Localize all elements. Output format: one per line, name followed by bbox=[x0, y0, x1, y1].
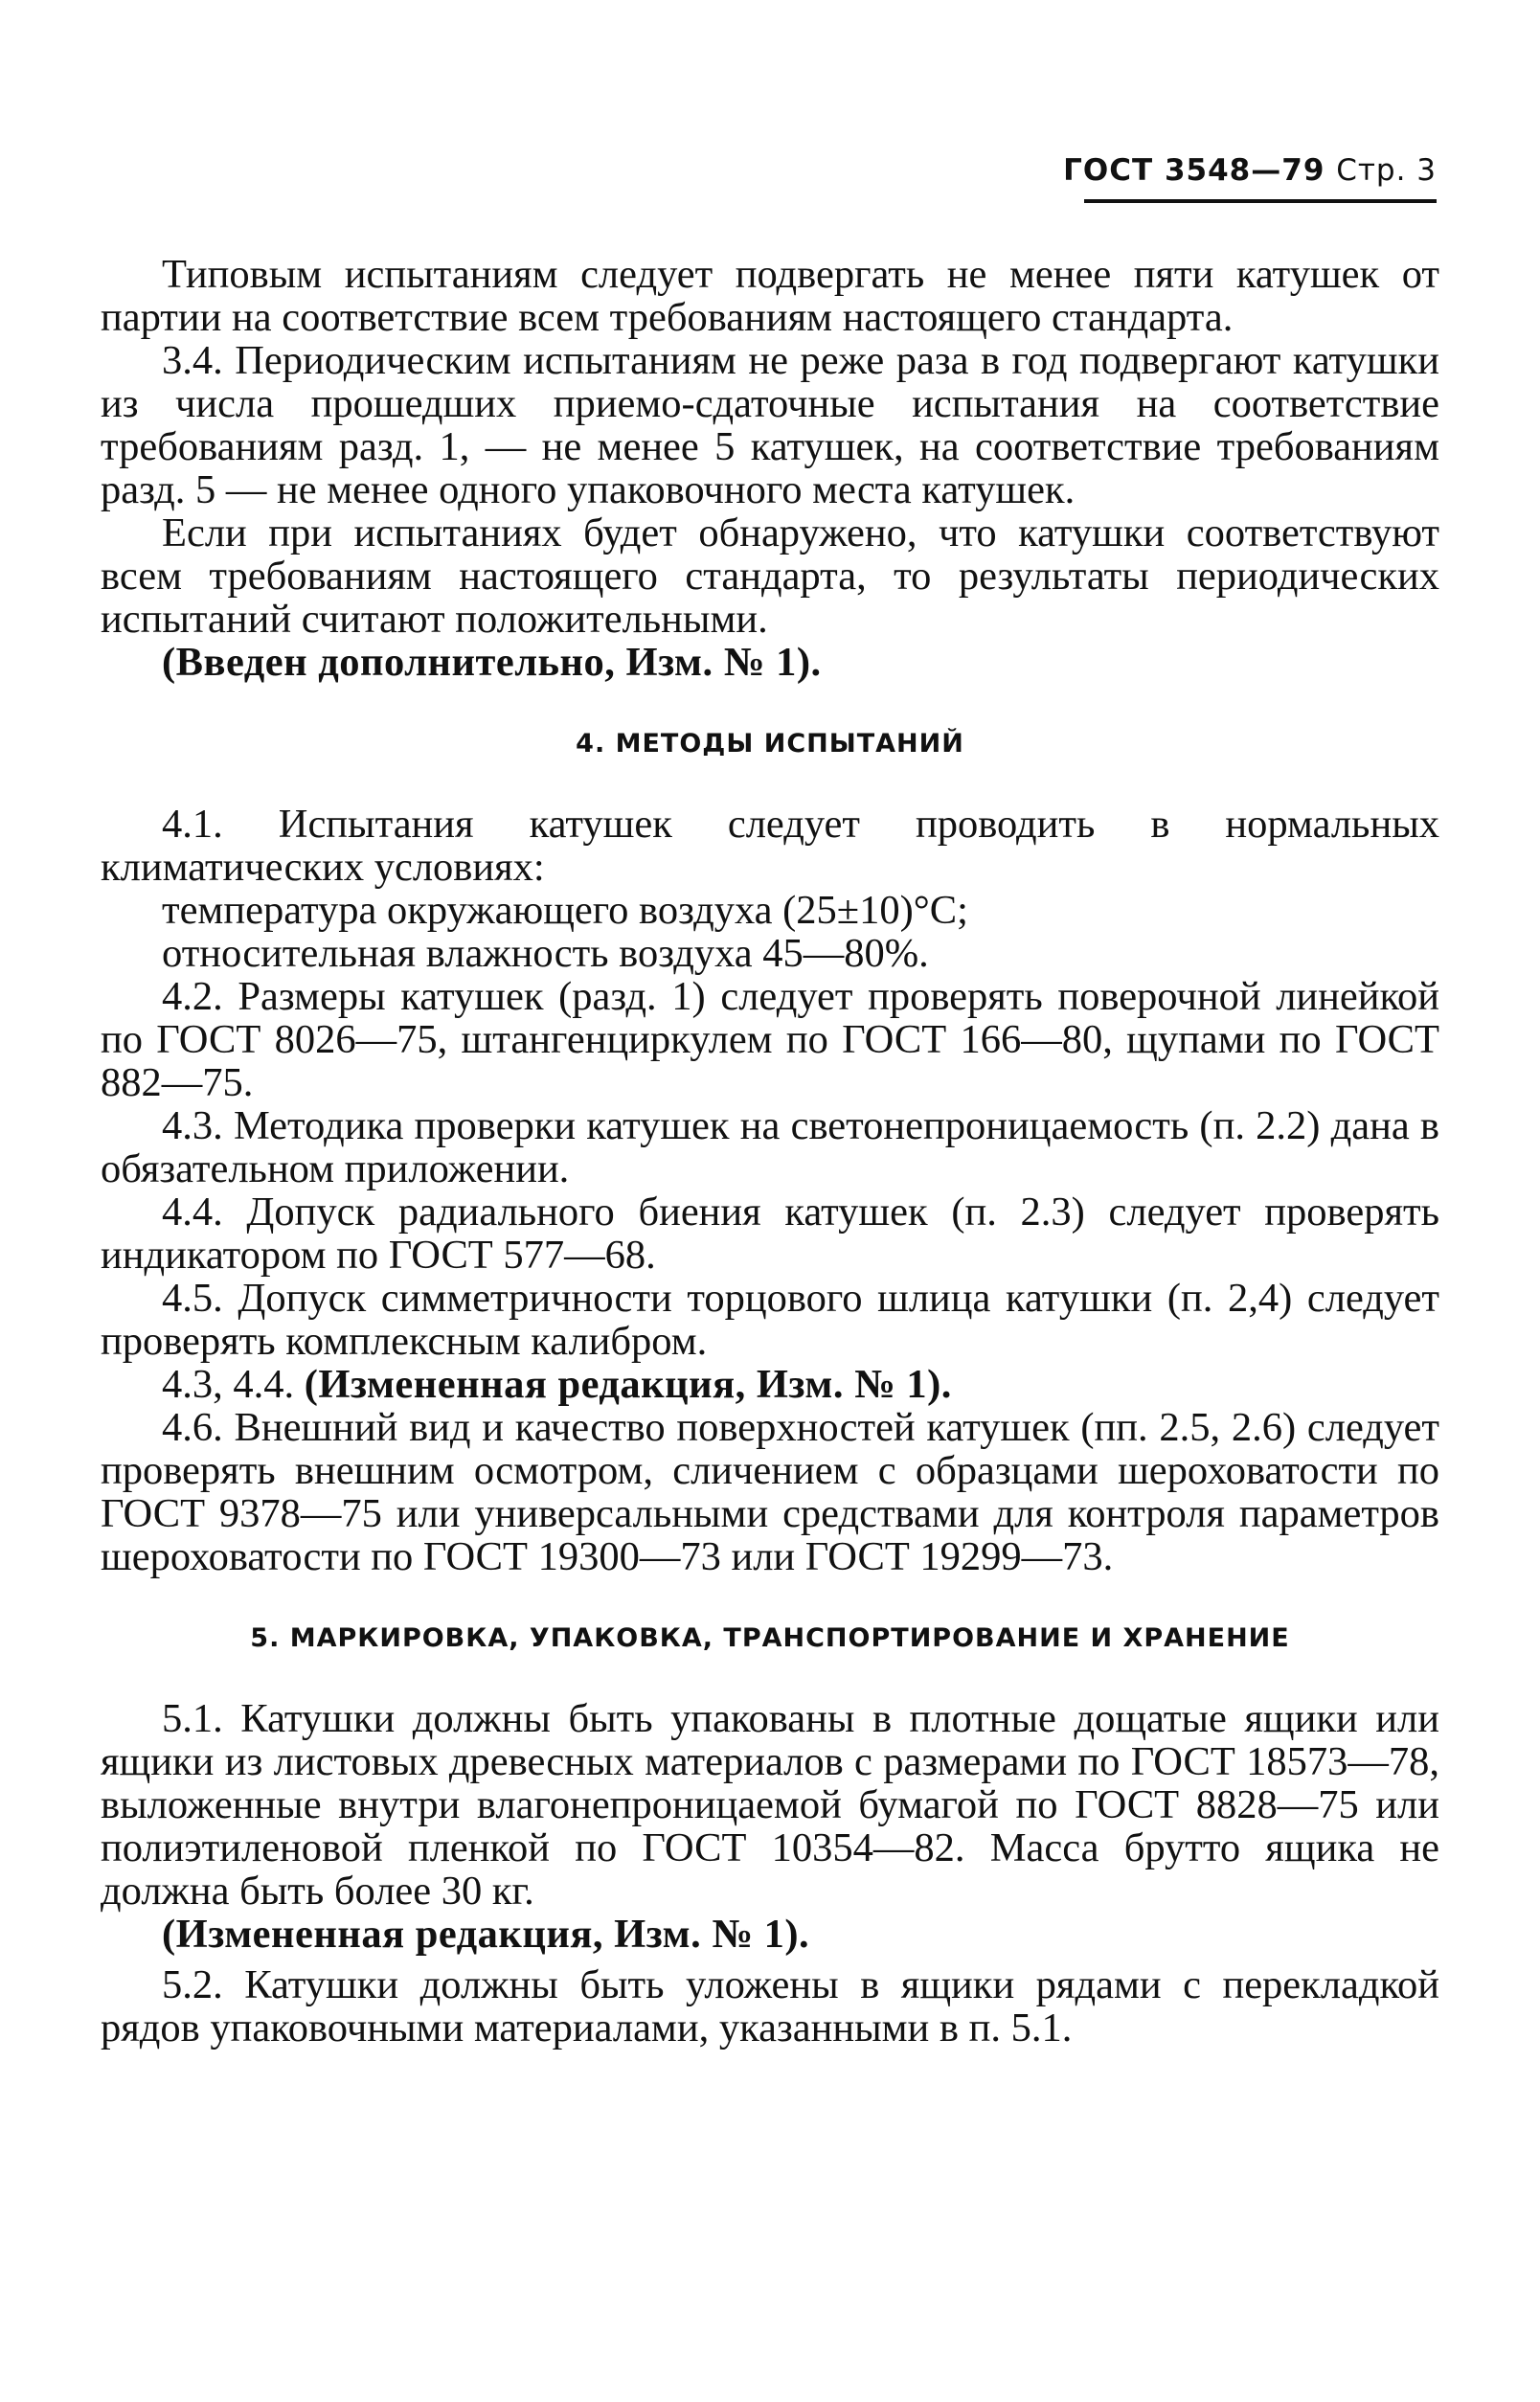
paragraph-5-1: 5.1. Катушки должны быть упакованы в плотные дощатые ящики или ящики из листовых древесных материалов с размерами по ГОСТ 18573—78, выложенные внутри влагонепроницаемой бумагой по ГОСТ 8828—75 или полиэтиленовой пленкой по ГОСТ 10354—82. Масса брутто ящика не должна быть более 30 кг. bbox=[101, 1696, 1439, 1914]
running-head bbox=[1063, 153, 1437, 188]
paragraph-periodic-results: Если при испытаниях будет обнаружено, что катушки соответствуют всем требованиям настоящего стандарта, то результаты периодических испытаний считают положительными. bbox=[101, 510, 1439, 642]
amendment-note-4-prefix: 4.3, 4.4. bbox=[162, 1362, 305, 1407]
amendment-note-4-text: (Измененная редакция, Изм. № 1). bbox=[304, 1362, 952, 1407]
paragraph-4-1-temperature: температура окружающего воздуха (25±10)°С; bbox=[162, 888, 968, 933]
amendment-note-3: (Введен дополнительно, Изм. № 1). bbox=[162, 640, 822, 685]
paragraph-4-6: 4.6. Внешний вид и качество поверхностей катушек (пп. 2.5, 2.6) следует проверять внешним осмотром, сличением с образцами шероховатости по ГОСТ 9378—75 или универсальными средствами для контроля параметров шероховатости по ГОСТ 19300—73 или ГОСТ 19299—73. bbox=[101, 1405, 1439, 1579]
paragraph-3-4: 3.4. Периодическим испытаниям не реже раза в год подвергают катушки из числа прошедших приемо-сдаточные испытания на соответствие требованиям разд. 1, — не менее 5 катушек, на соответствие требованиям разд. 5 — не менее одного упаковочного места катушек. bbox=[101, 338, 1439, 512]
paragraph-typical-tests: Типовым испытаниям следует подвергать не менее пяти катушек от партии на соответствие всем требованиям настоящего стандарта. bbox=[101, 252, 1439, 340]
header-rule bbox=[1084, 199, 1437, 203]
standard-code: ГОСТ 3548—79 bbox=[1063, 153, 1325, 188]
paragraph-4-1-humidity: относительная влажность воздуха 45—80%. bbox=[162, 931, 929, 976]
paragraph-4-5: 4.5. Допуск симметричности торцового шлица катушки (п. 2,4) следует проверять комплексным калибром. bbox=[101, 1276, 1439, 1364]
document-body bbox=[101, 253, 1439, 2050]
paragraph-4-1: 4.1. Испытания катушек следует проводить в нормальных климатических условиях: bbox=[101, 802, 1439, 890]
paragraph-5-2: 5.2. Катушки должны быть уложены в ящики рядами с перекладкой рядов упаковочными материалами, указанными в п. 5.1. bbox=[101, 1962, 1439, 2051]
amendment-note-4 bbox=[101, 1363, 1439, 1406]
paragraph-4-2: 4.2. Размеры катушек (разд. 1) следует проверять поверочной линейкой по ГОСТ 8026—75, штангенциркулем по ГОСТ 166—80, щупами по ГОСТ 882—75. bbox=[101, 974, 1439, 1105]
section-title-5: 5. МАРКИРОВКА, УПАКОВКА, ТРАНСПОРТИРОВАНИЕ И ХРАНЕНИЕ bbox=[250, 1623, 1290, 1653]
amendment-note-5: (Измененная редакция, Изм. № 1). bbox=[162, 1912, 810, 1957]
paragraph-4-4: 4.4. Допуск радиального биения катушек (п. 2.3) следует проверять индикатором по ГОСТ 577—68. bbox=[101, 1190, 1439, 1278]
paragraph-4-3: 4.3. Методика проверки катушек на светонепроницаемость (п. 2.2) дана в обязательном приложении. bbox=[101, 1103, 1439, 1191]
section-title-4: 4. МЕТОДЫ ИСПЫТАНИЙ bbox=[576, 729, 964, 759]
page-number: Стр. 3 bbox=[1336, 153, 1437, 188]
